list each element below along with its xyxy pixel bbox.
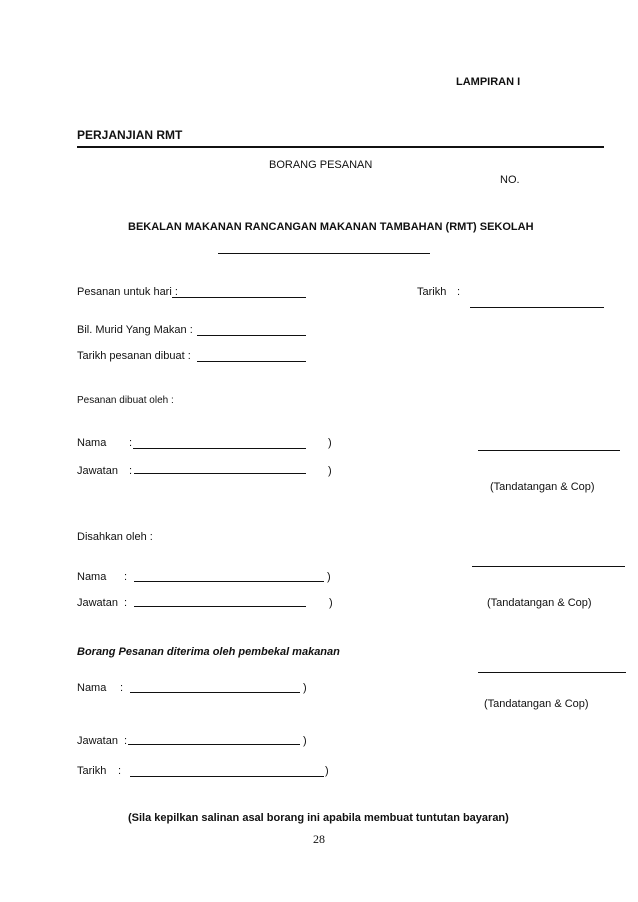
order-made-date-field[interactable] [197, 361, 306, 362]
received-by-name-field[interactable] [130, 692, 300, 693]
page-number: 28 [313, 832, 325, 846]
received-by-name-paren: ) [303, 682, 307, 694]
approved-by-name-field[interactable] [134, 581, 324, 582]
lampiran-label: LAMPIRAN I [456, 76, 521, 88]
received-date-label: Tarikh [77, 765, 107, 777]
ordered-by-signature-caption: (Tandatangan & Cop) [490, 481, 595, 493]
title-rule [77, 146, 604, 148]
order-day-field[interactable] [172, 297, 306, 298]
received-by-position-field[interactable] [128, 744, 300, 745]
ordered-by-name-colon: : [129, 437, 133, 449]
received-by-position-paren: ) [303, 735, 307, 747]
footer-note: (Sila kepilkan salinan asal borang ini apabila membuat tuntutan bayaran) [128, 812, 509, 824]
approved-by-signature-line[interactable] [472, 566, 625, 567]
approved-by-name-paren: ) [327, 571, 331, 583]
received-by-position-colon: : [124, 735, 128, 747]
received-by-signature-line[interactable] [478, 672, 626, 673]
received-by-name-label: Nama [77, 682, 107, 694]
order-date-colon: : [457, 286, 461, 298]
order-day-label: Pesanan untuk hari : [77, 286, 178, 298]
school-name-line[interactable] [218, 253, 430, 254]
order-date-label: Tarikh [417, 286, 447, 298]
form-name: BORANG PESANAN [269, 159, 373, 171]
order-date-field[interactable] [470, 307, 604, 308]
ordered-by-heading: Pesanan dibuat oleh : [77, 395, 174, 406]
approved-by-position-colon: : [124, 597, 128, 609]
order-made-date-label: Tarikh pesanan dibuat : [77, 350, 191, 362]
ordered-by-name-label: Nama [77, 437, 107, 449]
ordered-by-name-paren: ) [328, 437, 332, 449]
student-count-label: Bil. Murid Yang Makan : [77, 324, 193, 336]
form-number-label: NO. [500, 174, 520, 186]
approved-by-position-paren: ) [329, 597, 333, 609]
received-date-field[interactable] [130, 776, 324, 777]
received-by-heading: Borang Pesanan diterima oleh pembekal makanan [77, 646, 340, 658]
document-title: PERJANJIAN RMT [77, 128, 183, 142]
form-subtitle: BEKALAN MAKANAN RANCANGAN MAKANAN TAMBAHAN (RMT) SEKOLAH [128, 221, 534, 233]
ordered-by-position-field[interactable] [134, 473, 306, 474]
approved-by-heading: Disahkan oleh : [77, 531, 153, 543]
approved-by-name-colon: : [124, 571, 128, 583]
ordered-by-position-paren: ) [328, 465, 332, 477]
approved-by-position-label: Jawatan [77, 597, 118, 609]
received-date-colon: : [118, 765, 122, 777]
received-by-position-label: Jawatan [77, 735, 118, 747]
ordered-by-signature-line[interactable] [478, 450, 620, 451]
approved-by-position-field[interactable] [134, 606, 306, 607]
ordered-by-name-field[interactable] [133, 448, 306, 449]
received-date-paren: ) [325, 765, 329, 777]
ordered-by-position-label: Jawatan [77, 465, 118, 477]
approved-by-name-label: Nama [77, 571, 107, 583]
ordered-by-position-colon: : [129, 465, 133, 477]
approved-by-signature-caption: (Tandatangan & Cop) [487, 597, 592, 609]
received-by-name-colon: : [120, 682, 124, 694]
received-by-signature-caption: (Tandatangan & Cop) [484, 698, 589, 710]
student-count-field[interactable] [197, 335, 306, 336]
